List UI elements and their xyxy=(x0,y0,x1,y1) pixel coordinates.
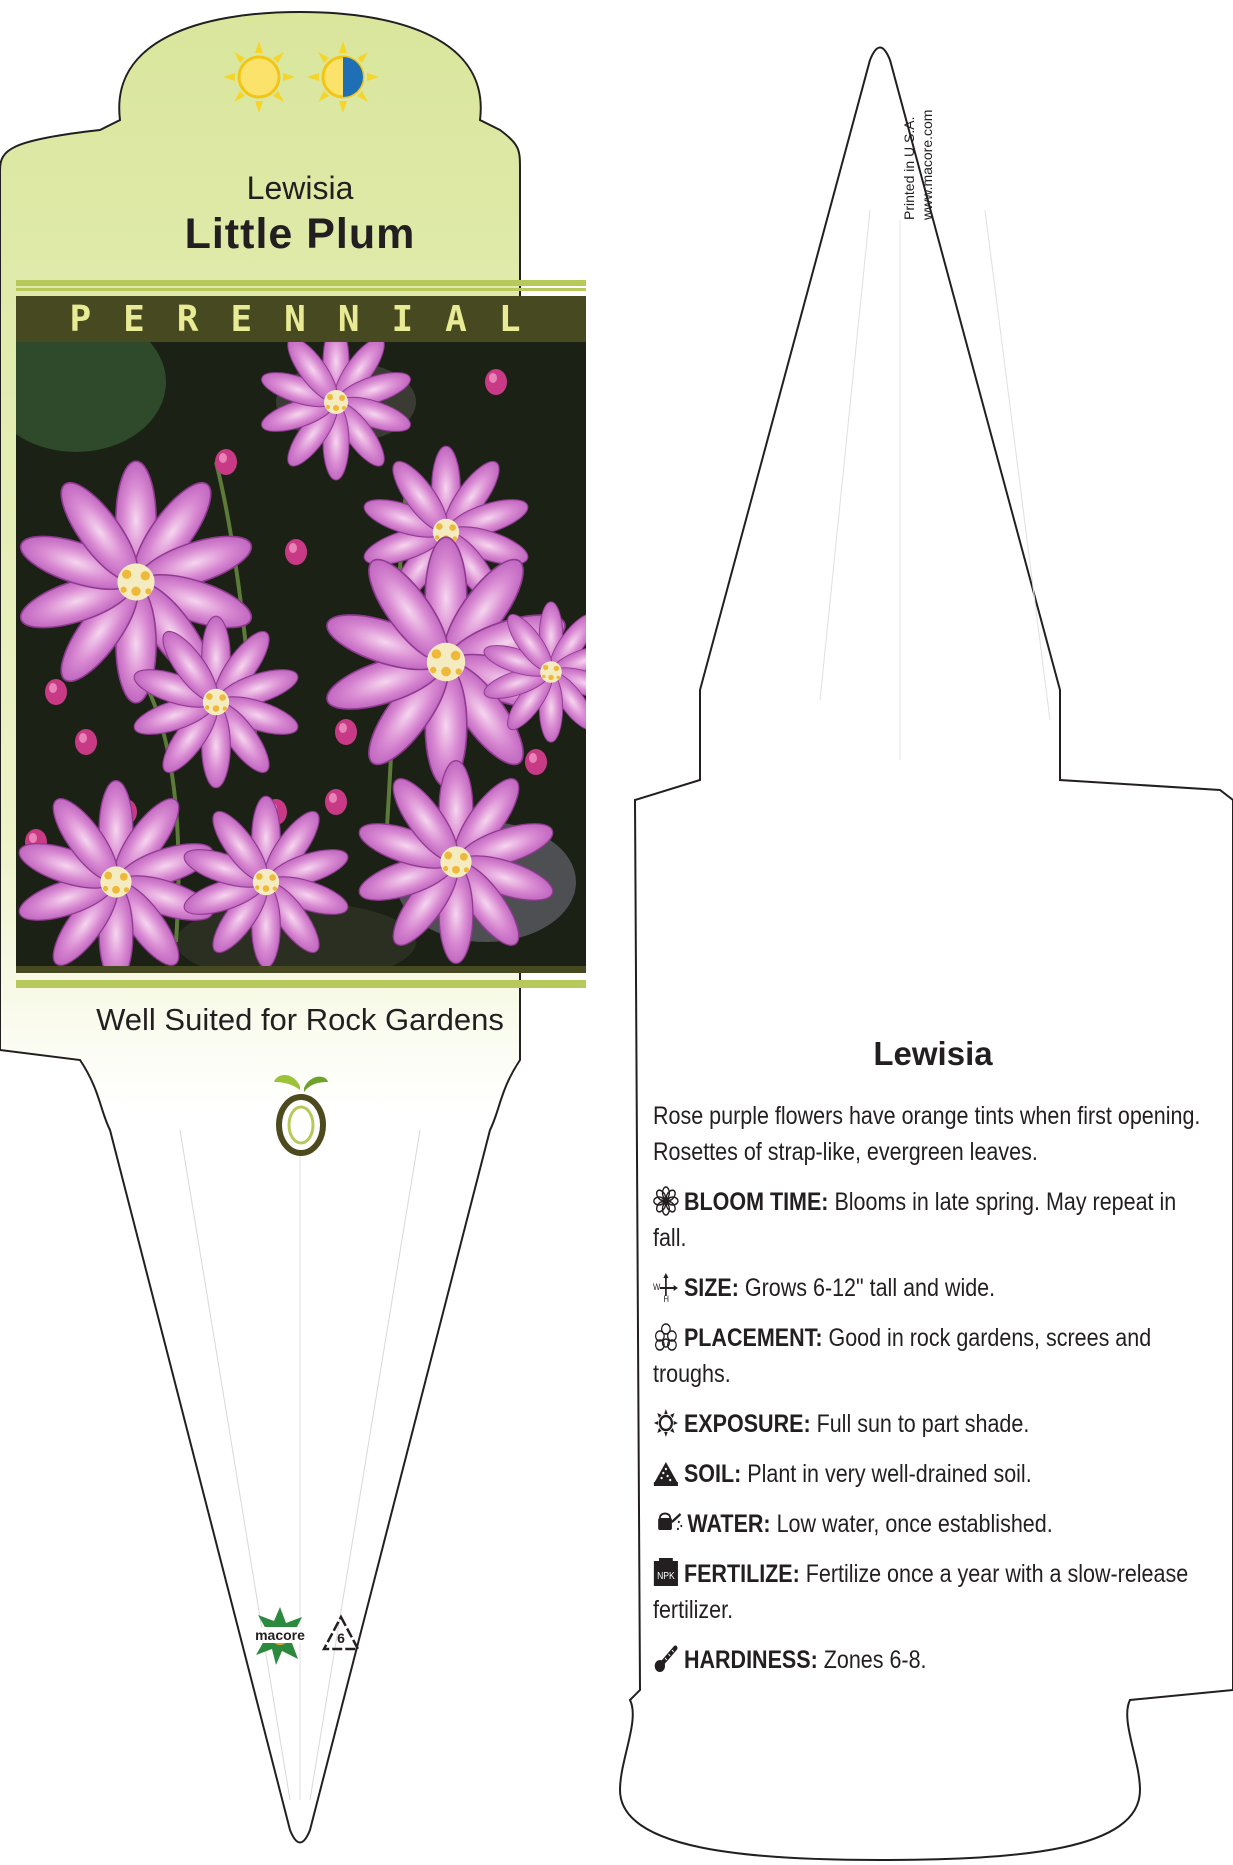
watering-can-icon xyxy=(653,1508,682,1538)
info-size xyxy=(653,1270,1212,1306)
info-exposure xyxy=(653,1406,1212,1442)
category-label: PERENNIAL xyxy=(69,299,553,340)
placement-text: Good in rock gardens, screes and troughs. xyxy=(653,1324,1152,1388)
printed-line-1: Printed in U.S.A. xyxy=(901,116,917,220)
printed-note xyxy=(900,40,936,220)
back-title: Lewisia xyxy=(873,1035,993,1072)
info-bloom-time xyxy=(653,1184,1212,1256)
front-tagline: Well Suited for Rock Gardens xyxy=(96,1002,504,1037)
info-soil xyxy=(653,1456,1212,1492)
hardiness-label: HARDINESS: xyxy=(683,1646,818,1674)
description: Rose purple flowers have orange tints when first opening. Rosettes of strap-like, evergreen leaves. xyxy=(653,1102,1201,1166)
macore-logo-text: macore xyxy=(246,1627,314,1643)
size-icon xyxy=(653,1272,679,1302)
flower-icon xyxy=(653,1186,679,1216)
info-fertilize xyxy=(653,1556,1212,1628)
fertilize-label: FERTILIZE: xyxy=(683,1560,800,1588)
printed-line-2: www.macore.com xyxy=(919,109,935,220)
exposure-label: EXPOSURE: xyxy=(683,1410,811,1438)
info-water xyxy=(653,1506,1212,1542)
front-genus: Lewisia xyxy=(246,170,354,206)
svg-text:H: H xyxy=(663,1293,669,1302)
recycle-code: 6 xyxy=(337,1630,345,1646)
sprout-icon xyxy=(270,1070,332,1158)
plant-photo xyxy=(16,342,586,966)
svg-text:NPK: NPK xyxy=(657,1570,675,1582)
part-sun-icon xyxy=(306,40,380,114)
bloom-time-text: Blooms in late spring. May repeat in fall. xyxy=(653,1188,1177,1252)
soil-icon xyxy=(653,1458,679,1488)
exposure-text: Full sun to part shade. xyxy=(810,1410,1030,1438)
size-label: SIZE: xyxy=(683,1274,739,1302)
care-info xyxy=(653,1098,1213,1692)
info-placement xyxy=(653,1320,1212,1392)
water-label: WATER: xyxy=(687,1510,771,1538)
fertilize-text: Fertilize once a year with a slow-release fertilizer. xyxy=(653,1560,1189,1624)
svg-text:W: W xyxy=(653,1281,661,1293)
thermometer-icon xyxy=(653,1644,679,1674)
size-text: Grows 6-12" tall and wide. xyxy=(738,1274,996,1302)
water-text: Low water, once established. xyxy=(770,1510,1053,1538)
placement-icon xyxy=(653,1322,679,1352)
hardiness-text: Zones 6-8. xyxy=(817,1646,927,1674)
soil-text: Plant in very well-drained soil. xyxy=(741,1460,1032,1488)
placement-label: PLACEMENT: xyxy=(683,1324,823,1352)
front-cultivar: Little Plum xyxy=(184,210,416,258)
bloom-time-label: BLOOM TIME: xyxy=(683,1188,829,1216)
npk-icon xyxy=(653,1558,679,1588)
sun-icon xyxy=(653,1408,679,1438)
info-hardiness xyxy=(653,1642,1212,1678)
soil-label: SOIL: xyxy=(683,1460,742,1488)
full-sun-icon xyxy=(222,40,296,114)
